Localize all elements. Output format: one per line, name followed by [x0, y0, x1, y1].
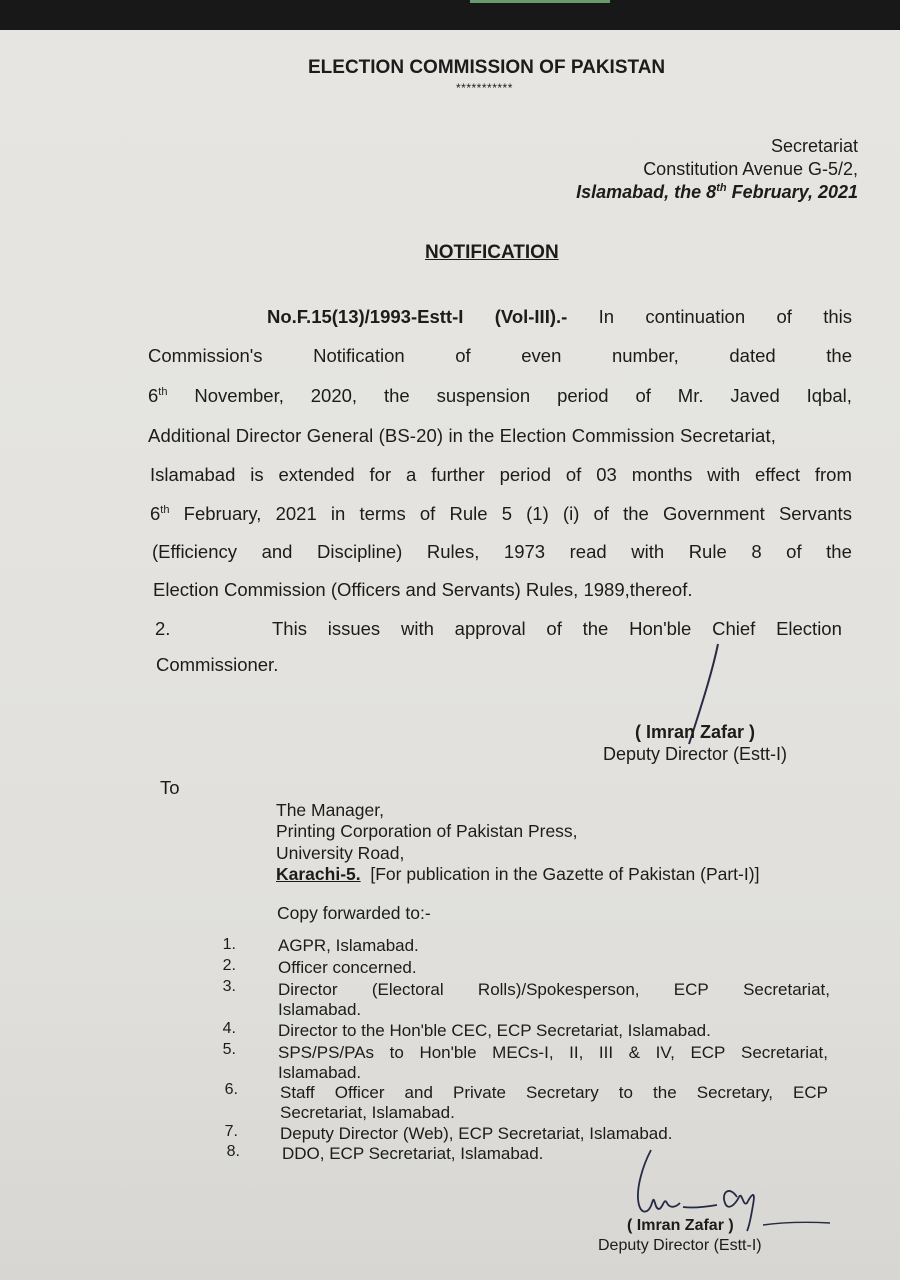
notification-title: NOTIFICATION: [425, 242, 559, 263]
body-word: is: [250, 464, 264, 485]
recipient-line-3: University Road,: [276, 843, 405, 863]
body-word: 03: [596, 464, 617, 485]
body-word: of: [635, 385, 651, 406]
copy-word: &: [628, 1043, 641, 1062]
copy-item-continuation: Secretariat, Islamabad.: [280, 1103, 455, 1122]
body-word: Javed: [730, 385, 780, 406]
copy-word: Staff: [280, 1083, 315, 1102]
body-word: in: [330, 503, 346, 524]
copy-item-number: 3.: [222, 978, 236, 995]
paragraph-2-line-1: [272, 618, 842, 640]
organization-heading: ELECTION COMMISSION OF PAKISTAN: [308, 57, 666, 78]
body-word: this: [823, 306, 852, 327]
body-line-3: [148, 385, 852, 407]
copy-item-continuation: Islamabad.: [278, 1063, 362, 1082]
body-word: approval: [454, 618, 526, 639]
paragraph-2-line-2: Commissioner.: [156, 654, 279, 675]
volume-number: (Vol-III).-: [494, 306, 568, 327]
heading-divider: ***********: [456, 81, 513, 95]
body-word: the: [623, 503, 649, 524]
copy-item-number: 7.: [224, 1123, 238, 1140]
body-word: with: [400, 618, 434, 639]
body-word: Commission's: [148, 345, 263, 366]
body-word: the: [826, 541, 852, 562]
body-word: even: [521, 345, 562, 366]
body-word: suspension: [436, 385, 531, 406]
copy-word: (Electoral: [371, 980, 444, 999]
copy-word: ECP: [673, 980, 709, 999]
date-day-suffix: th: [716, 182, 727, 194]
body-line-4: Additional Director General (BS-20) in the Election Commission Secretariat,: [148, 425, 776, 446]
body-line-8: Election Commission (Officers and Servants) Rules, 1989,thereof.: [153, 579, 693, 600]
copy-word: Hon'ble: [419, 1043, 477, 1062]
body-word: from: [814, 464, 852, 485]
body-word: Iqbal,: [806, 385, 852, 406]
body-word: of: [776, 306, 792, 327]
body-word: of: [593, 503, 609, 524]
body-line-2: [148, 345, 852, 367]
copy-word: ECP: [690, 1043, 726, 1062]
body-word: Hon'ble: [629, 618, 692, 639]
body-word: the: [826, 345, 852, 366]
body-word: Chief: [712, 618, 756, 639]
body-word: In: [598, 306, 615, 327]
body-word: This: [272, 618, 307, 639]
copy-word: Director: [278, 980, 338, 999]
body-word: of: [565, 464, 582, 485]
address-line-2: Constitution Avenue G-5/2,: [643, 159, 858, 179]
body-word: and: [261, 541, 293, 562]
copy-word: MECs-I,: [492, 1043, 554, 1062]
body-word: dated: [729, 345, 776, 366]
body-line-5: [150, 464, 852, 486]
body-word: read: [569, 541, 607, 562]
copy-word: the: [653, 1083, 677, 1102]
copy-word: IV,: [655, 1043, 675, 1062]
copy-word: to: [618, 1083, 633, 1102]
copy-word: Private: [452, 1083, 506, 1102]
body-word: 8: [751, 541, 762, 562]
recipient-line-4: [276, 864, 759, 885]
paragraph-2-number: 2.: [155, 618, 171, 639]
body-word: Rule: [449, 503, 488, 524]
copy-forwarded-label: Copy forwarded to:-: [277, 903, 431, 923]
body-word: period: [499, 464, 551, 485]
copy-item: Director to the Hon'ble CEC, ECP Secretariat, Islamabad.: [278, 1021, 711, 1040]
body-word: of: [786, 541, 802, 562]
body-word: the: [383, 385, 410, 406]
body-word: for: [369, 464, 392, 485]
body-word: (i): [562, 503, 580, 524]
copy-word: II,: [569, 1043, 584, 1062]
date-day: 6th: [150, 503, 170, 524]
copy-word: Secretary,: [696, 1083, 773, 1102]
body-word: 2021: [275, 503, 317, 524]
body-word: (Efficiency: [152, 541, 237, 562]
body-word: extended: [278, 464, 355, 485]
signatory-2-designation: Deputy Director (Estt-I): [598, 1237, 762, 1254]
body-word: Servants: [778, 503, 852, 524]
body-word: of: [455, 345, 471, 366]
body-word: months: [631, 464, 693, 485]
body-word: 2020,: [310, 385, 358, 406]
body-word: Election: [776, 618, 842, 639]
body-word: Rules,: [426, 541, 480, 562]
body-word: (1): [526, 503, 549, 524]
place-label: Islamabad, the 8: [576, 182, 717, 202]
copy-item-number: 5.: [222, 1041, 236, 1058]
to-label: To: [160, 777, 180, 798]
body-word: continuation: [645, 306, 746, 327]
copy-word: SPS/PS/PAs: [278, 1043, 375, 1062]
body-word: the: [582, 618, 609, 639]
body-word: further: [431, 464, 485, 485]
top-edge-highlight: [470, 0, 610, 3]
copy-item: [278, 980, 830, 1020]
recipient-line-2: Printing Corporation of Pakistan Press,: [276, 821, 578, 841]
copy-item-continuation: Islamabad.: [278, 1000, 362, 1019]
copy-item: DDO, ECP Secretariat, Islamabad.: [282, 1144, 544, 1163]
copy-item: Officer concerned.: [278, 958, 417, 977]
address-line-1: Secretariat: [770, 136, 858, 156]
body-word: November,: [194, 385, 284, 406]
copy-word: Secretary: [525, 1083, 599, 1102]
body-word: issues: [327, 618, 381, 639]
date-rest: February, 2021: [726, 182, 858, 202]
copy-word: Secretariat,: [741, 1043, 828, 1062]
copy-word: Officer: [334, 1083, 385, 1102]
body-line-1: [267, 306, 852, 328]
body-line-7: [152, 541, 852, 563]
date-day: 6th: [148, 385, 168, 406]
copy-item-number: 6.: [224, 1081, 238, 1098]
body-line-6: [150, 503, 852, 525]
copy-word: to: [389, 1043, 404, 1062]
body-word: of: [419, 503, 436, 524]
body-word: terms: [359, 503, 406, 524]
body-word: of: [546, 618, 562, 639]
body-word: 1973: [503, 541, 546, 562]
copy-item-number: 2.: [222, 957, 236, 974]
body-word: a: [406, 464, 417, 485]
body-word: effect: [755, 464, 800, 485]
copy-word: Rolls)/Spokesperson,: [477, 980, 640, 999]
copy-item-number: 8.: [226, 1143, 240, 1160]
reference-number: No.F.15(13)/1993-Estt-I: [267, 306, 464, 327]
copy-word: ECP: [793, 1083, 828, 1102]
copy-item-number: 4.: [222, 1020, 236, 1037]
body-word: Mr.: [677, 385, 704, 406]
body-word: period: [557, 385, 609, 406]
copy-item: AGPR, Islamabad.: [278, 936, 419, 955]
body-word: 5: [501, 503, 512, 524]
body-word: Rule: [688, 541, 727, 562]
copy-item: [280, 1083, 828, 1123]
signatory-designation: Deputy Director (Estt-I): [603, 744, 788, 764]
body-word: Notification: [313, 345, 405, 366]
body-word: number,: [611, 345, 679, 366]
body-word: with: [707, 464, 741, 485]
copy-item: Deputy Director (Web), ECP Secretariat, Islamabad.: [280, 1124, 673, 1143]
copy-word: III: [598, 1043, 614, 1062]
copy-word: Secretariat,: [743, 980, 830, 999]
recipient-line-1: The Manager,: [276, 800, 384, 820]
body-word: Islamabad: [150, 464, 236, 485]
publication-note: [For publication in the Gazette of Pakistan (Part-I)]: [370, 864, 760, 884]
body-word: with: [631, 541, 665, 562]
recipient-city: Karachi-5.: [276, 864, 361, 884]
place-and-date: [576, 182, 858, 203]
body-word: February,: [183, 503, 262, 524]
copy-item-number: 1.: [222, 936, 236, 953]
body-word: Discipline): [317, 541, 403, 562]
signatory-name: ( Imran Zafar ): [635, 722, 756, 742]
copy-word: and: [404, 1083, 433, 1102]
signatory-2-name: ( Imran Zafar ): [627, 1217, 734, 1234]
copy-item: [278, 1043, 828, 1083]
top-dark-edge: [0, 0, 900, 30]
body-word: Government: [662, 503, 765, 524]
